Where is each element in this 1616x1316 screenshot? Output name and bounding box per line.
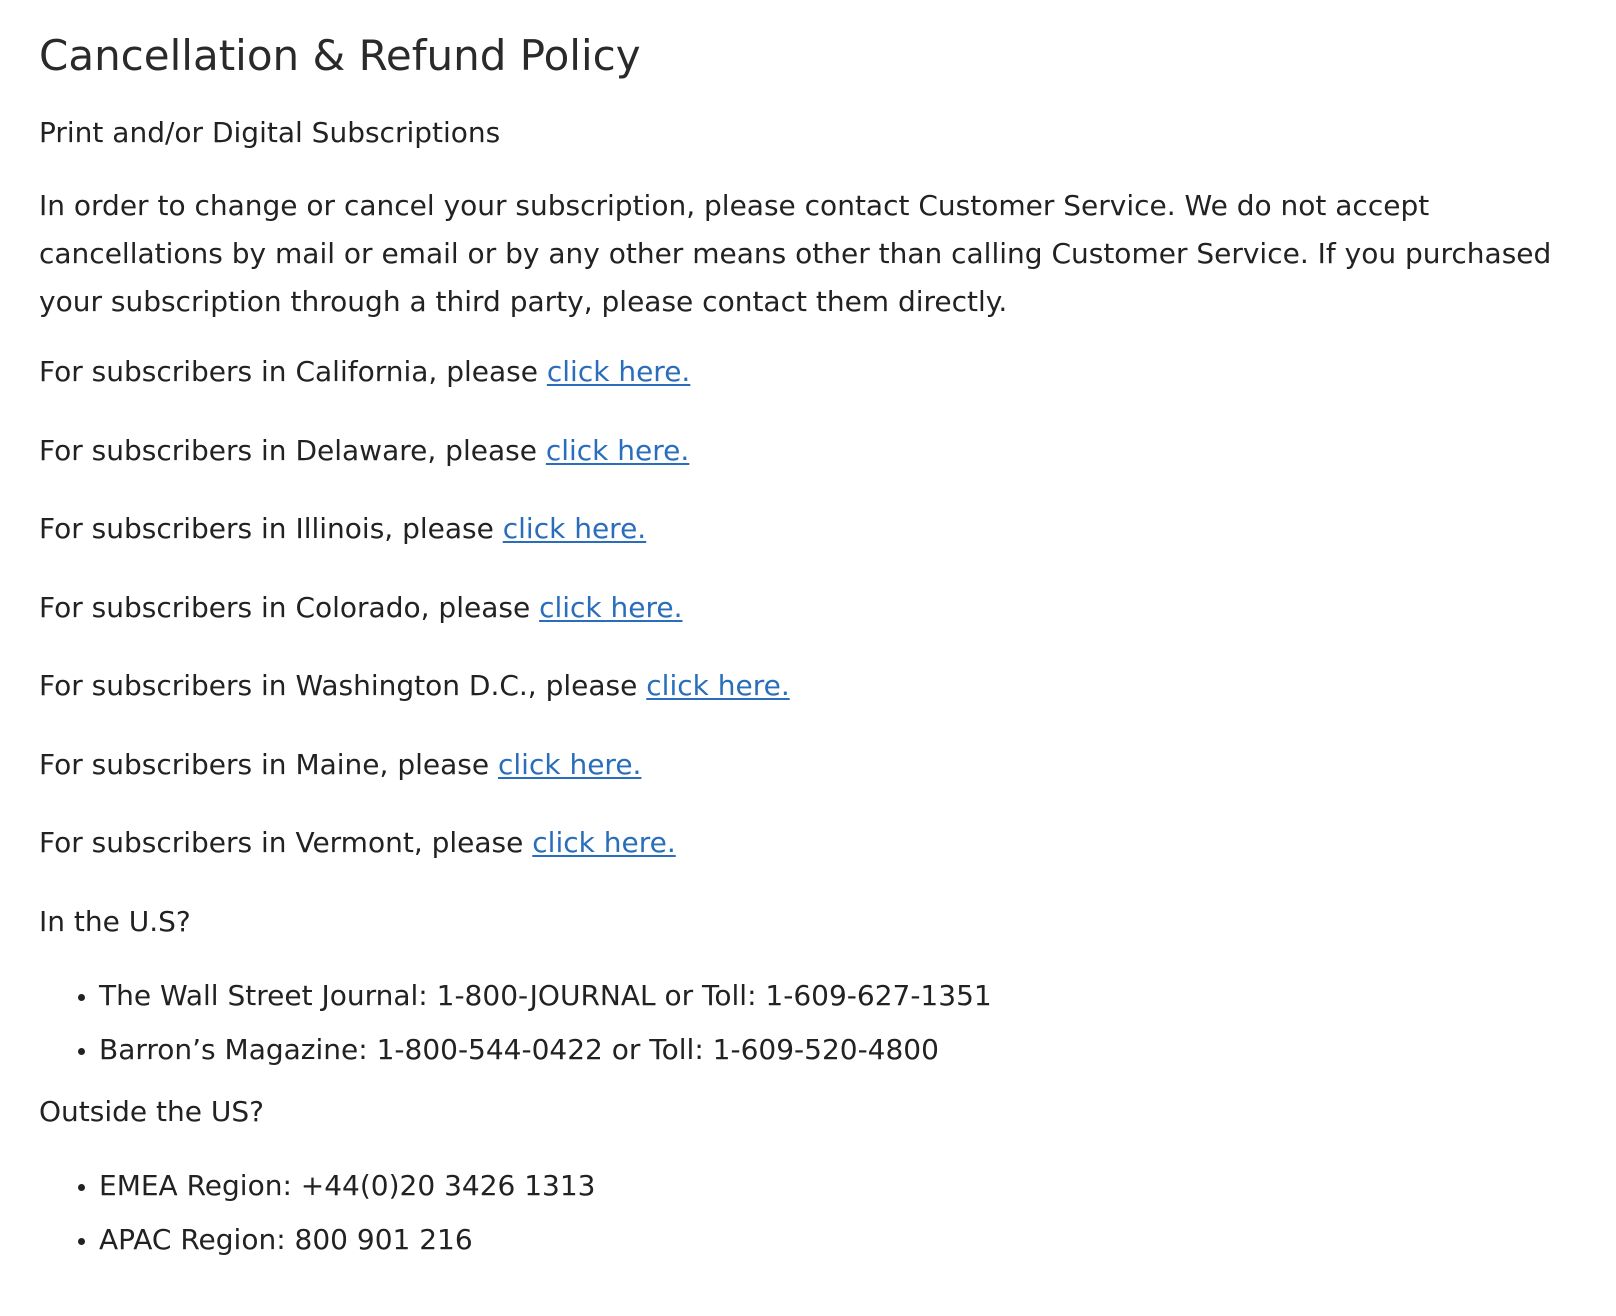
us-contacts-list [39, 976, 1576, 1070]
state-text: For subscribers in Vermont, please [39, 826, 533, 859]
vermont-click-here-link[interactable]: click here. [532, 826, 676, 859]
state-item-vermont [39, 823, 1576, 863]
state-item-maine [39, 745, 1576, 785]
state-text: For subscribers in Washington D.C., please [39, 669, 647, 702]
state-links-list [39, 352, 1576, 863]
contact-item-barrons: Barron’s Magazine: 1-800-544-0422 or Toll: 1-609-520-4800 [99, 1030, 1576, 1070]
page-title: Cancellation & Refund Policy [39, 31, 641, 80]
illinois-click-here-link[interactable]: click here. [502, 512, 647, 545]
state-item-colorado [39, 588, 1576, 628]
contact-item-emea: EMEA Region: +44(0)20 3426 1313 [99, 1166, 1576, 1206]
intro-paragraph: In order to change or cancel your subscription, please contact Customer Service. We do not accept cancellations by mail or email or by any other means other than calling Customer Service. If you purchased your subscription through a third party, please contact them directly. [39, 189, 1552, 318]
section-subtitle: Print and/or Digital Subscriptions [39, 116, 501, 149]
state-item-illinois [39, 509, 1576, 549]
state-text: For subscribers in California, please [39, 355, 547, 388]
state-text: For subscribers in Illinois, please [39, 512, 503, 545]
state-item-washington-dc [39, 666, 1576, 706]
state-text: For subscribers in Delaware, please [39, 433, 546, 467]
outside-us-heading: Outside the US? [39, 1094, 265, 1128]
delaware-click-here-link[interactable]: click here. [545, 433, 690, 467]
contact-item-wsj: The Wall Street Journal: 1-800-JOURNAL or Toll: 1-609-627-1351 [99, 976, 1576, 1016]
california-click-here-link[interactable]: click here. [546, 355, 691, 388]
maine-click-here-link[interactable]: click here. [497, 747, 642, 781]
outside-contacts-list [39, 1166, 1576, 1260]
us-heading: In the U.S? [39, 904, 191, 938]
state-text: For subscribers in Maine, please [39, 747, 498, 781]
washington-dc-click-here-link[interactable]: click here. [646, 669, 790, 702]
state-item-california [39, 352, 1576, 392]
contact-item-apac: APAC Region: 800 901 216 [99, 1220, 1576, 1260]
state-text: For subscribers in Colorado, please [39, 590, 540, 624]
colorado-click-here-link[interactable]: click here. [539, 590, 683, 624]
state-item-delaware [39, 431, 1576, 471]
